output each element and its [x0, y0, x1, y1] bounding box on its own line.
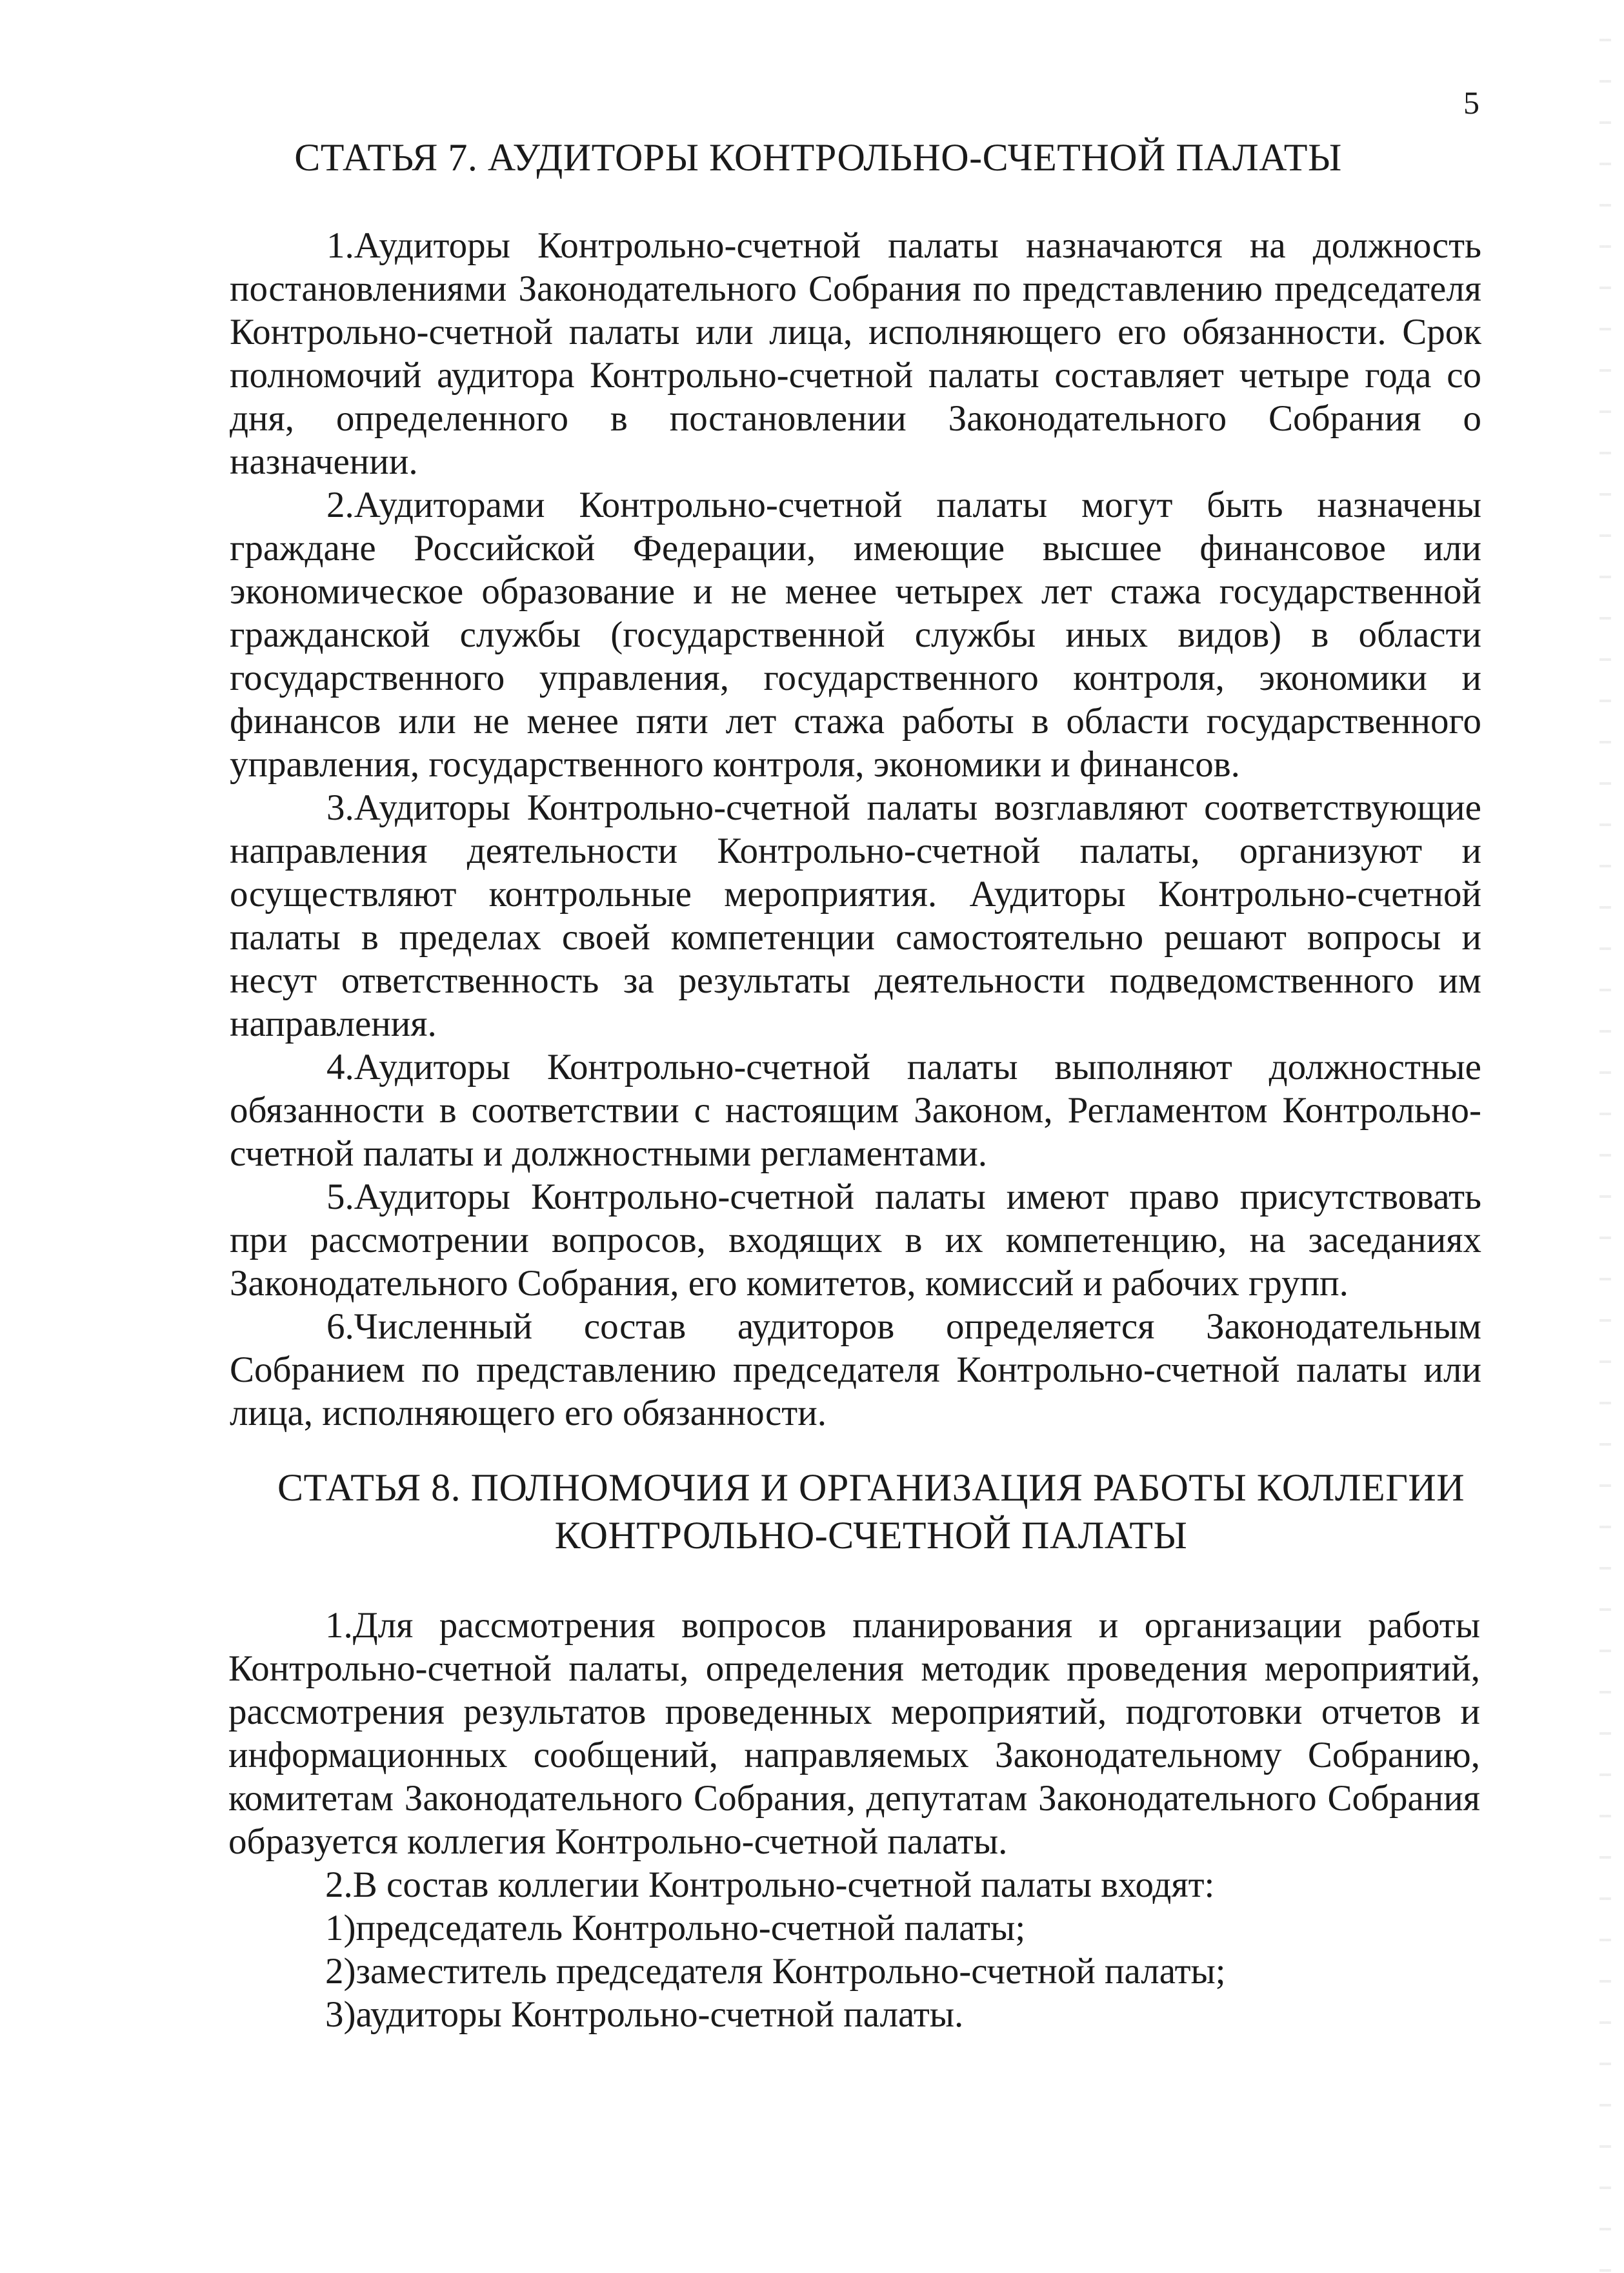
article-8-paragraph-1: 1.Для рассмотрения вопросов планирования и организации работы Контрольно-счетной палаты, определения методик проведения мероприятий, рассмотрения результатов проведенных мероприятий, подготовки отчетов и информационных сообщений, направляемых Законодательному Собранию, комитетам Законодательного Собрания, депутатам Законодательного Собрания образуется коллегия Контрольно-счетной палаты.	[228, 1605, 1480, 1862]
page-number: 5	[1463, 85, 1479, 121]
article-7-heading: СТАТЬЯ 7. АУДИТОРЫ КОНТРОЛЬНО-СЧЕТНОЙ ПАЛАТЫ	[294, 136, 1342, 179]
article-7-body	[230, 224, 1481, 1435]
article-7-paragraph-5: 5.Аудиторы Контрольно-счетной палаты имеют право присутствовать при рассмотрении вопросов, входящих в их компетенцию, на заседаниях Законодательного Собрания, его комитетов, комиссий и рабочих групп.	[230, 1177, 1481, 1304]
article-8-heading-line-1: СТАТЬЯ 8. ПОЛНОМОЧИЯ И ОРГАНИЗАЦИЯ РАБОТЫ КОЛЛЕГИИ	[277, 1466, 1465, 1509]
article-7-paragraph-1: 1.Аудиторы Контрольно-счетной палаты назначаются на должность постановлениями Законодательного Собрания по представлению председателя Контрольно-счетной палаты или лица, исполняющего его обязанности. Срок полномочий аудитора Контрольно-счетной палаты составляет четыре года со дня, определенного в постановлении Законодательного Собрания о назначении.	[230, 225, 1481, 482]
article-7-paragraph-3: 3.Аудиторы Контрольно-счетной палаты возглавляют соответствующие направления деятельности Контрольно-счетной палаты, организуют и осуществляют контрольные мероприятия. Аудиторы Контрольно-счетной палаты в пределах своей компетенции самостоятельно решают вопросы и несут ответственность за результаты деятельности подведомственного им направления.	[230, 787, 1481, 1044]
article-7-paragraph-4: 4.Аудиторы Контрольно-счетной палаты выполняют должностные обязанности в соответствии с настоящим Законом, Регламентом Контрольно-счетной палаты и должностными регламентами.	[230, 1047, 1481, 1174]
article-7-paragraph-2: 2.Аудиторами Контрольно-счетной палаты могут быть назначены граждане Российской Федерации, имеющие высшее финансовое или экономическое образование и не менее четырех лет стажа государственной гражданской службы (государственной службы иных видов) в области государственного управления, государственного контроля, экономики и финансов или не менее пяти лет стажа работы в области государственного управления, государственного контроля, экономики и финансов.	[230, 485, 1481, 785]
article-8-body	[228, 1604, 1480, 2036]
article-7-paragraph-6: 6.Численный состав аудиторов определяется Законодательным Собранием по представлению председателя Контрольно-счетной палаты или лица, исполняющего его обязанности.	[230, 1306, 1481, 1433]
article-8-list-item-1: 1)председатель Контрольно-счетной палаты;	[325, 1908, 1026, 1948]
article-8-heading	[258, 1464, 1484, 1559]
scan-edge-artifact	[1599, 0, 1611, 2273]
article-8-list-item-3: 3)аудиторы Контрольно-счетной палаты.	[325, 1994, 964, 2035]
article-8-list-item-2: 2)заместитель председателя Контрольно-счетной палаты;	[325, 1951, 1226, 1992]
article-8-heading-line-2: КОНТРОЛЬНО-СЧЕТНОЙ ПАЛАТЫ	[554, 1514, 1188, 1557]
article-8-paragraph-2: 2.В состав коллегии Контрольно-счетной палаты входят:	[325, 1864, 1215, 1905]
